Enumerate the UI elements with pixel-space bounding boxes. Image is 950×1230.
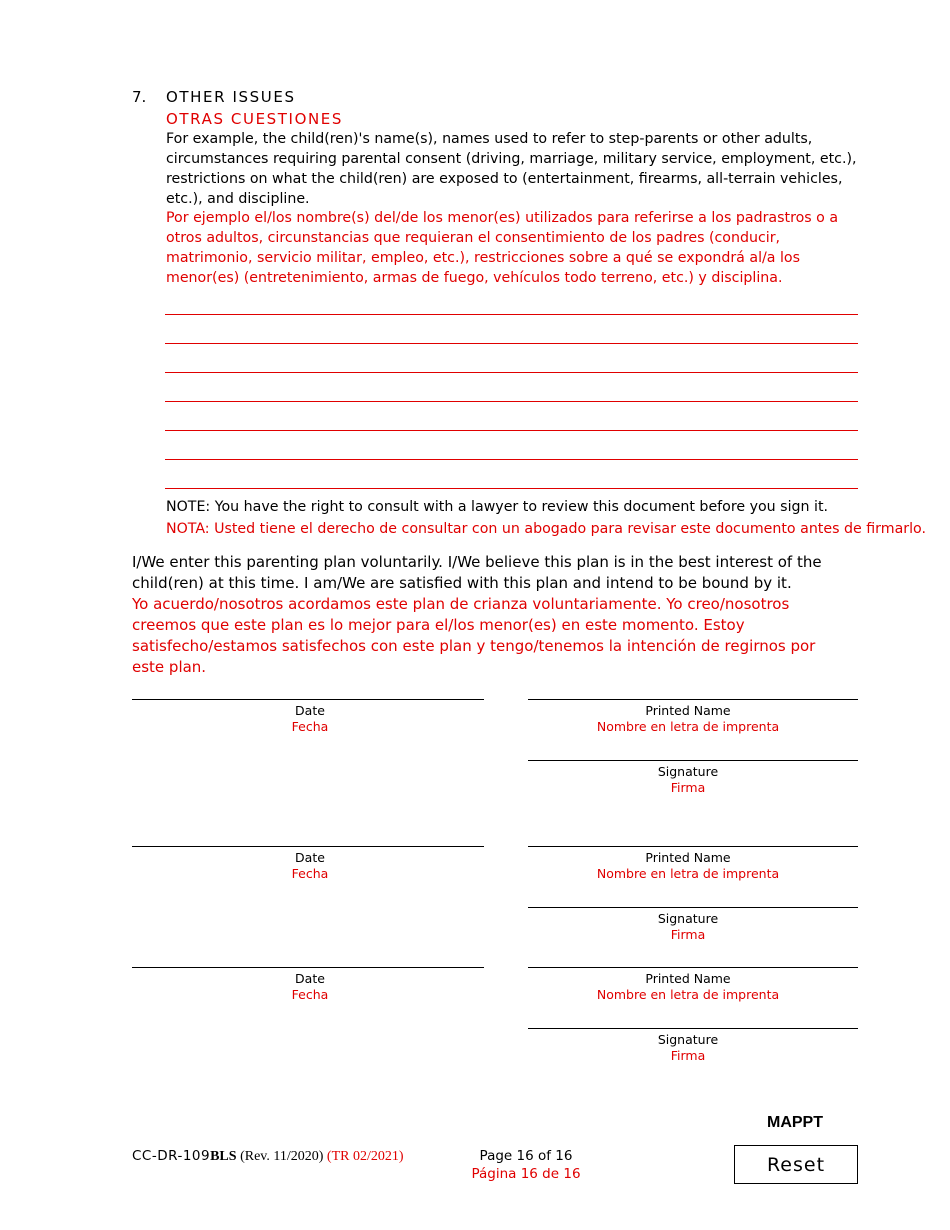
form-code-suffix: BLS: [210, 1149, 237, 1164]
signature-label-es: Firma: [670, 780, 706, 795]
date-label: [132, 703, 488, 735]
agreement-statement: I/We enter this parenting plan voluntarily. I/We believe this plan is in the best interest of the child(ren) at this time. I am/We are satisfied with this plan and intend to be bound by it.: [132, 553, 822, 592]
printed-name-label-en: Printed Name: [645, 971, 731, 986]
date-line[interactable]: [132, 699, 484, 700]
page-number-es: Página 16 de 16: [471, 1166, 581, 1182]
page-number-en: Page 16 of 16: [479, 1148, 573, 1164]
date-label-en: Date: [295, 703, 325, 718]
signature-label-en: Signature: [657, 911, 719, 926]
date-label-es: Fecha: [291, 866, 329, 881]
signature-label-en: Signature: [657, 1032, 719, 1047]
form-revision: (Rev. 11/2020): [240, 1149, 324, 1164]
section-description-es: Por ejemplo el/los nombre(s) del/de los menor(es) utilizados para referirse a los padrastros o a otros adultos, circunstancias que requieran el consentimiento de los padres (conducir, matrimonio, servicio militar, empleo, etc.), restricciones sobre a qué se expondrá al/a los menor(es) (entretenimiento, armas de fuego, vehículos todo terreno, etc.) y disciplina.: [166, 210, 839, 286]
mappt-label: MAPPT: [767, 1114, 823, 1131]
section-description: For example, the child(ren)'s name(s), names used to refer to step-parents or other adults, circumstances requiring parental consent (driving, marriage, military service, employment, etc.), restrictions on what the child(ren) are exposed to (entertainment, firearms, all-terrain vehicles, etc.), and discipline.: [166, 131, 857, 207]
section-title-es: OTRAS CUESTIONES: [166, 110, 343, 128]
reset-button[interactable]: Reset: [734, 1145, 858, 1184]
date-line[interactable]: [132, 967, 484, 968]
signature-label: [528, 911, 848, 943]
signature-line[interactable]: [528, 760, 858, 761]
signature-label-es: Firma: [670, 1048, 706, 1063]
lawyer-note: NOTE: You have the right to consult with a lawyer to review this document before you sign it.: [166, 499, 829, 515]
printed-name-label: [528, 850, 848, 882]
printed-name-label-en: Printed Name: [645, 703, 731, 718]
date-label-en: Date: [295, 850, 325, 865]
write-in-line-6[interactable]: [165, 459, 858, 460]
agreement-statement-es: Yo acuerdo/nosotros acordamos este plan de crianza voluntariamente. Yo creo/nosotros creemos que este plan es lo mejor para el/los menor(es) en este momento. Estoy satisfecho/estamos satisfechos con este plan y tengo/tenemos la intención de regirnos por este plan.: [132, 595, 816, 676]
printed-name-line[interactable]: [528, 699, 858, 700]
lawyer-note-es: NOTA: Usted tiene el derecho de consultar con un abogado para revisar este documento antes de firmarlo.: [166, 521, 926, 537]
form-id: [132, 1148, 404, 1165]
date-label: [132, 971, 488, 1003]
printed-name-label: [528, 971, 848, 1003]
write-in-line-3[interactable]: [165, 372, 858, 373]
signature-label: [528, 764, 848, 796]
write-in-line-5[interactable]: [165, 430, 858, 431]
printed-name-line[interactable]: [528, 967, 858, 968]
printed-name-line[interactable]: [528, 846, 858, 847]
form-translation-revision: (TR 02/2021): [326, 1149, 404, 1164]
section-title: OTHER ISSUES: [166, 88, 296, 106]
signature-line[interactable]: [528, 1028, 858, 1029]
signature-label-es: Firma: [670, 927, 706, 942]
printed-name-label: [528, 703, 848, 735]
page-number: [440, 1147, 612, 1183]
date-label-es: Fecha: [291, 719, 329, 734]
date-label: [132, 850, 488, 882]
date-line[interactable]: [132, 846, 484, 847]
write-in-line-7[interactable]: [165, 488, 858, 489]
date-label-en: Date: [295, 971, 325, 986]
write-in-line-4[interactable]: [165, 401, 858, 402]
printed-name-label-en: Printed Name: [645, 850, 731, 865]
form-code: CC-DR-109: [132, 1148, 211, 1164]
signature-label-en: Signature: [657, 764, 719, 779]
printed-name-label-es: Nombre en letra de imprenta: [596, 987, 780, 1002]
signature-line[interactable]: [528, 907, 858, 908]
write-in-line-1[interactable]: [165, 314, 858, 315]
section-number: 7.: [132, 88, 147, 106]
date-label-es: Fecha: [291, 987, 329, 1002]
printed-name-label-es: Nombre en letra de imprenta: [596, 719, 780, 734]
write-in-line-2[interactable]: [165, 343, 858, 344]
printed-name-label-es: Nombre en letra de imprenta: [596, 866, 780, 881]
signature-label: [528, 1032, 848, 1064]
